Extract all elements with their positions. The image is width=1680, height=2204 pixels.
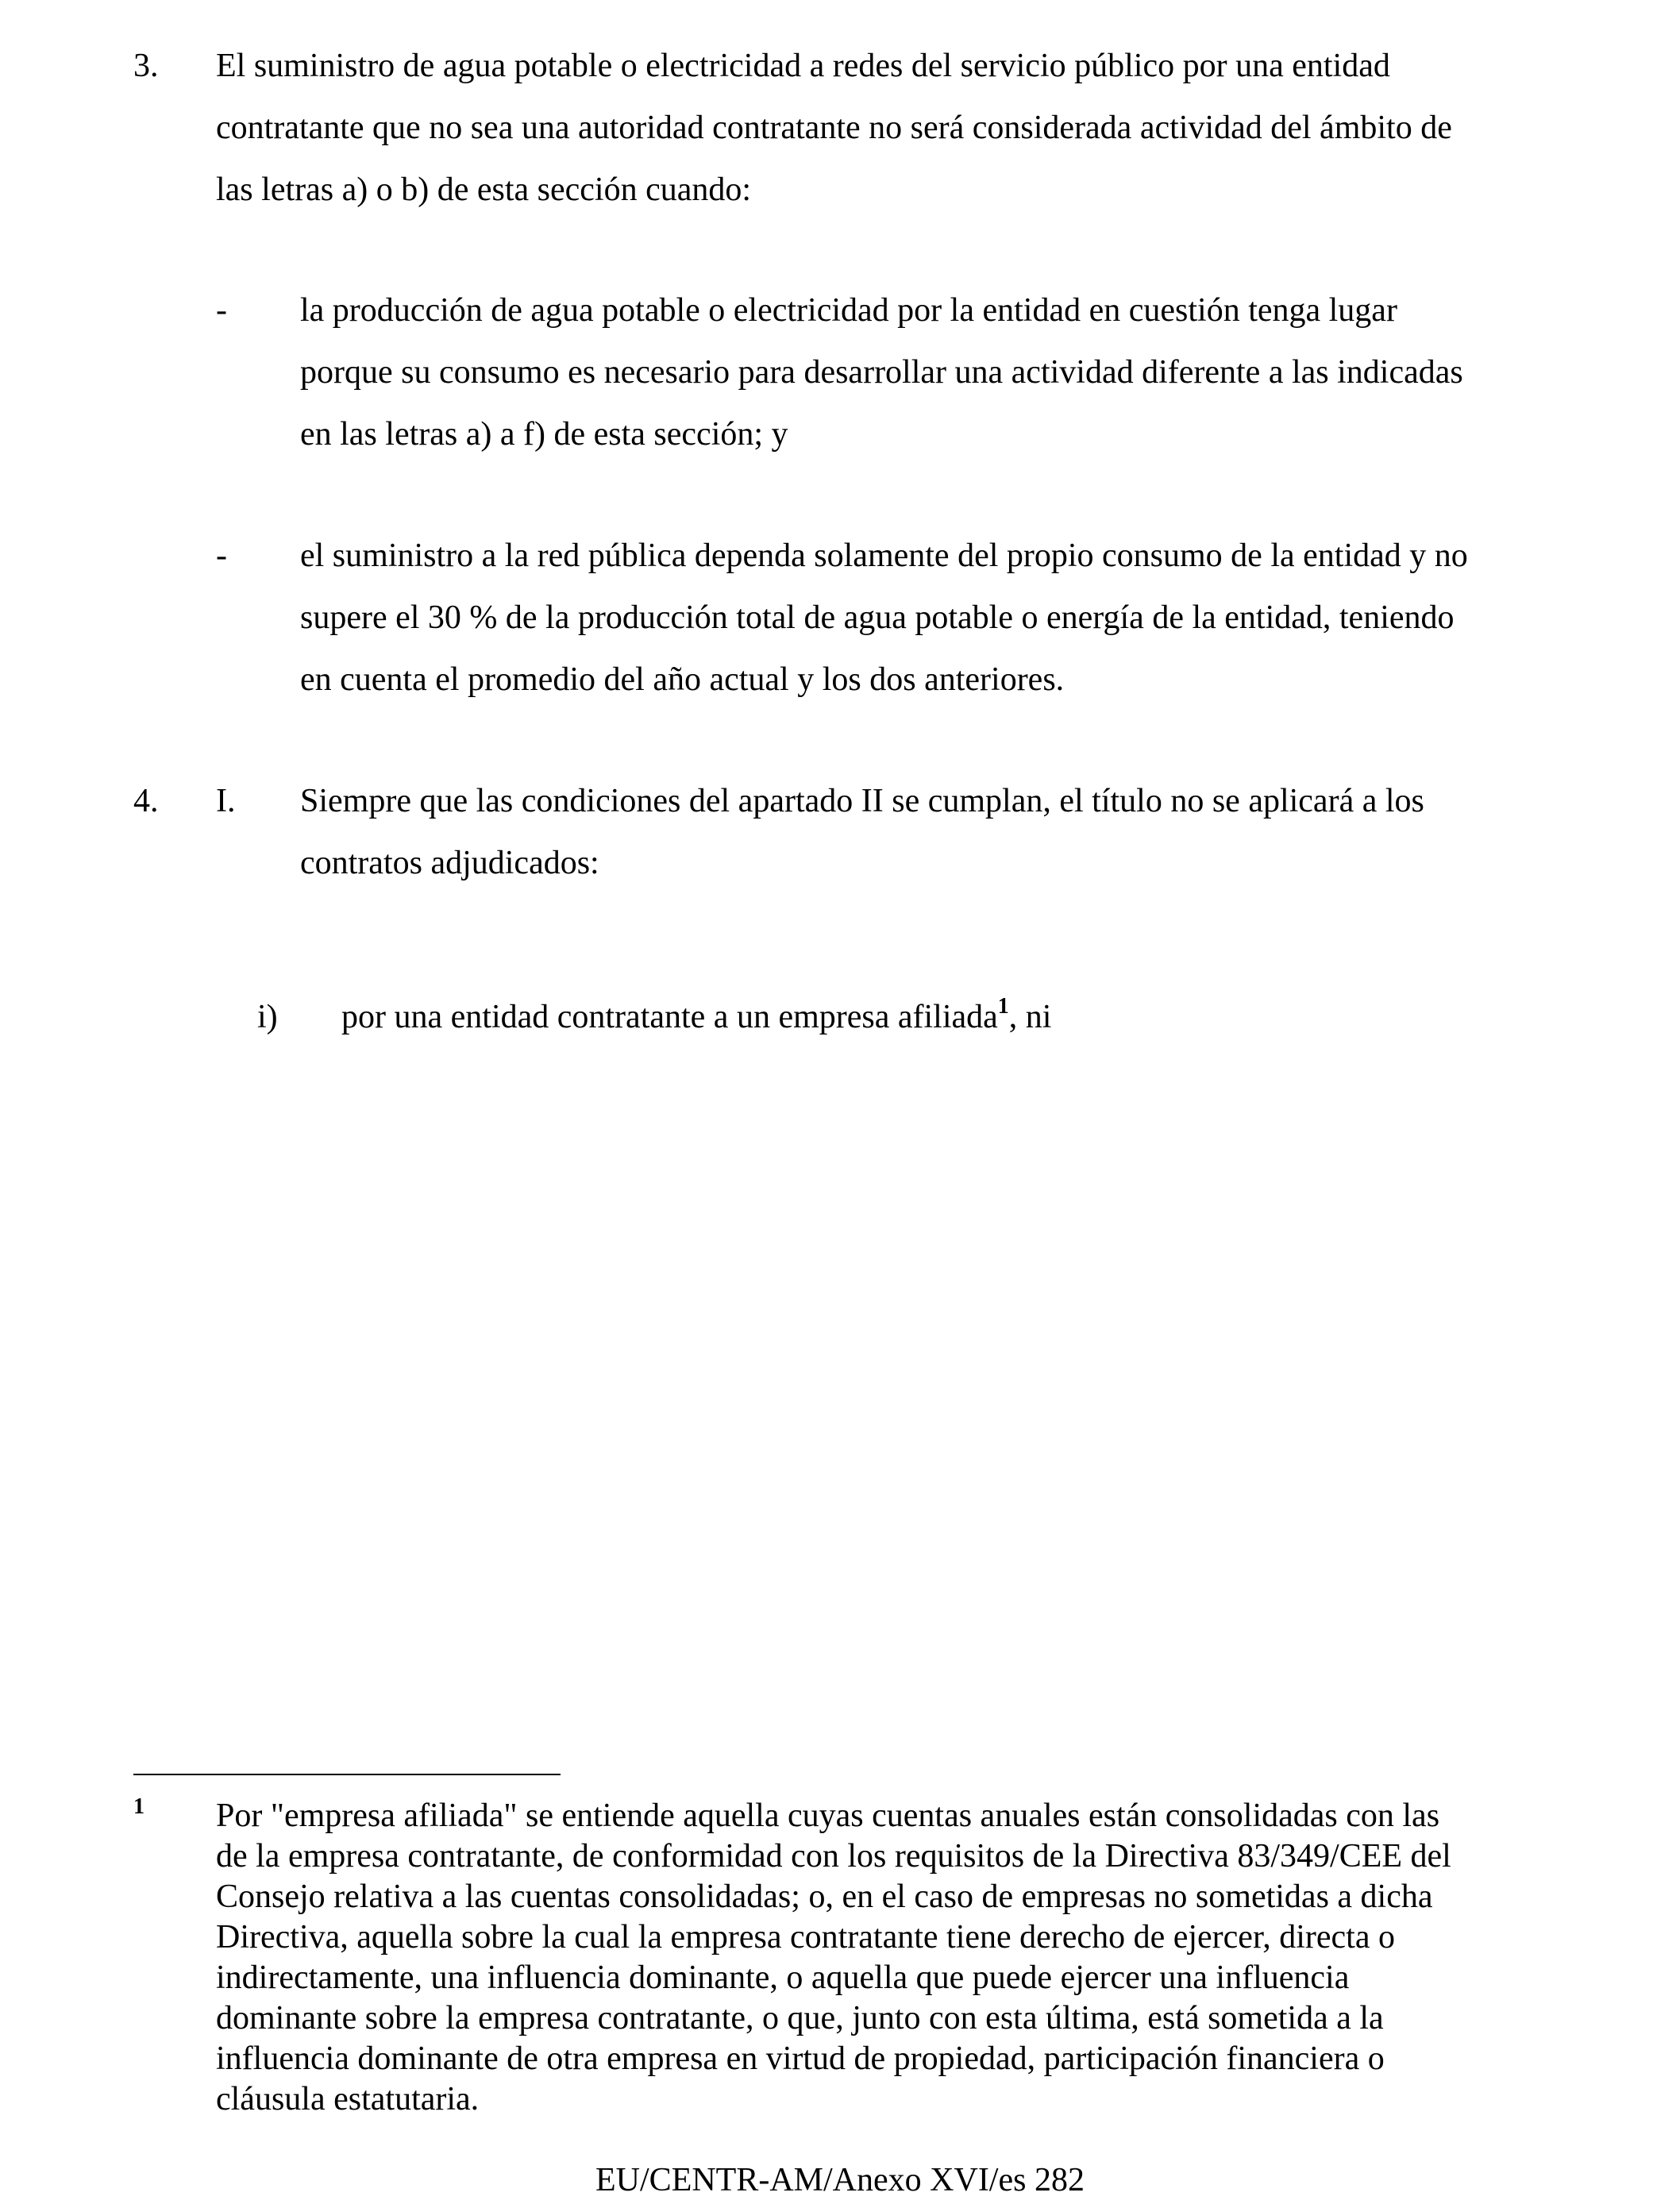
- bullet-marker: -: [216, 538, 227, 574]
- item-4-text: [300, 770, 1424, 894]
- footnote-line: Directiva, aquella sobre la cual la empresa contratante tiene derecho de ejercer, directa o: [216, 1919, 1395, 1955]
- item-3-number: 3.: [133, 48, 159, 84]
- footnote-number: 1: [133, 1794, 144, 1819]
- footnote-reference[interactable]: 1: [997, 994, 1009, 1019]
- item-4-line: Siempre que las condiciones del apartado II se cumplan, el título no se aplicará a los: [300, 783, 1424, 819]
- item-3-text: [216, 35, 1452, 221]
- subitem-i-text: [341, 986, 1051, 1048]
- bullet-1-line: porque su consumo es necesario para desarrollar una actividad diferente a las indicadas: [300, 354, 1463, 391]
- footnote-text: [216, 1796, 1550, 2120]
- subitem-i-text-before: por una entidad contratante a un empresa afiliada: [341, 999, 998, 1035]
- footnote-line: cláusula estatutaria.: [216, 2081, 480, 2117]
- bullet-marker: -: [216, 292, 227, 329]
- bullet-2-line: supere el 30 % de la producción total de agua potable o energía de la entidad, teniendo: [300, 599, 1455, 636]
- footnote-line: Por "empresa afiliada" se entiende aquella cuyas cuentas anuales están consolidadas con las: [216, 1797, 1440, 1834]
- item-3-line: El suministro de agua potable o electricidad a redes del servicio público por una entidad: [216, 48, 1390, 84]
- page-footer: EU/CENTR-AM/Anexo XVI/es 282: [595, 2162, 1085, 2198]
- bullet-2-text: [300, 525, 1468, 711]
- item-3-line: las letras a) o b) de esta sección cuando:: [216, 171, 752, 208]
- item-4-line: contratos adjudicados:: [300, 845, 599, 881]
- bullet-1-text: [300, 279, 1463, 465]
- footnote-line: de la empresa contratante, de conformidad con los requisitos de la Directiva 83/349/CEE del: [216, 1838, 1451, 1875]
- bullet-2-line: el suministro a la red pública dependa solamente del propio consumo de la entidad y no: [300, 538, 1468, 574]
- item-4-number: 4.: [133, 783, 159, 819]
- footnote-line: influencia dominante de otra empresa en virtud de propiedad, participación financiera o: [216, 2040, 1385, 2077]
- subitem-i-marker: i): [257, 999, 278, 1035]
- footnote-line: indirectamente, una influencia dominante, o aquella que puede ejercer una influencia: [216, 1959, 1350, 1996]
- footnote-line: dominante sobre la empresa contratante, o que, junto con esta última, está sometida a la: [216, 2000, 1384, 2036]
- item-3-line: contratante que no sea una autoridad contratante no será considerada actividad del ámbito de: [216, 110, 1452, 146]
- bullet-1-line: la producción de agua potable o electricidad por la entidad en cuestión tenga lugar: [300, 292, 1397, 329]
- item-4-sublabel: I.: [216, 783, 236, 819]
- footnote-line: Consejo relativa a las cuentas consolidadas; o, en el caso de empresas no sometidas a dicha: [216, 1878, 1433, 1915]
- bullet-2-line: en cuenta el promedio del año actual y los dos anteriores.: [300, 661, 1065, 698]
- footnote-separator: [133, 1774, 561, 1775]
- bullet-1-line: en las letras a) a f) de esta sección; y: [300, 416, 788, 453]
- subitem-i-text-after: , ni: [1008, 999, 1052, 1035]
